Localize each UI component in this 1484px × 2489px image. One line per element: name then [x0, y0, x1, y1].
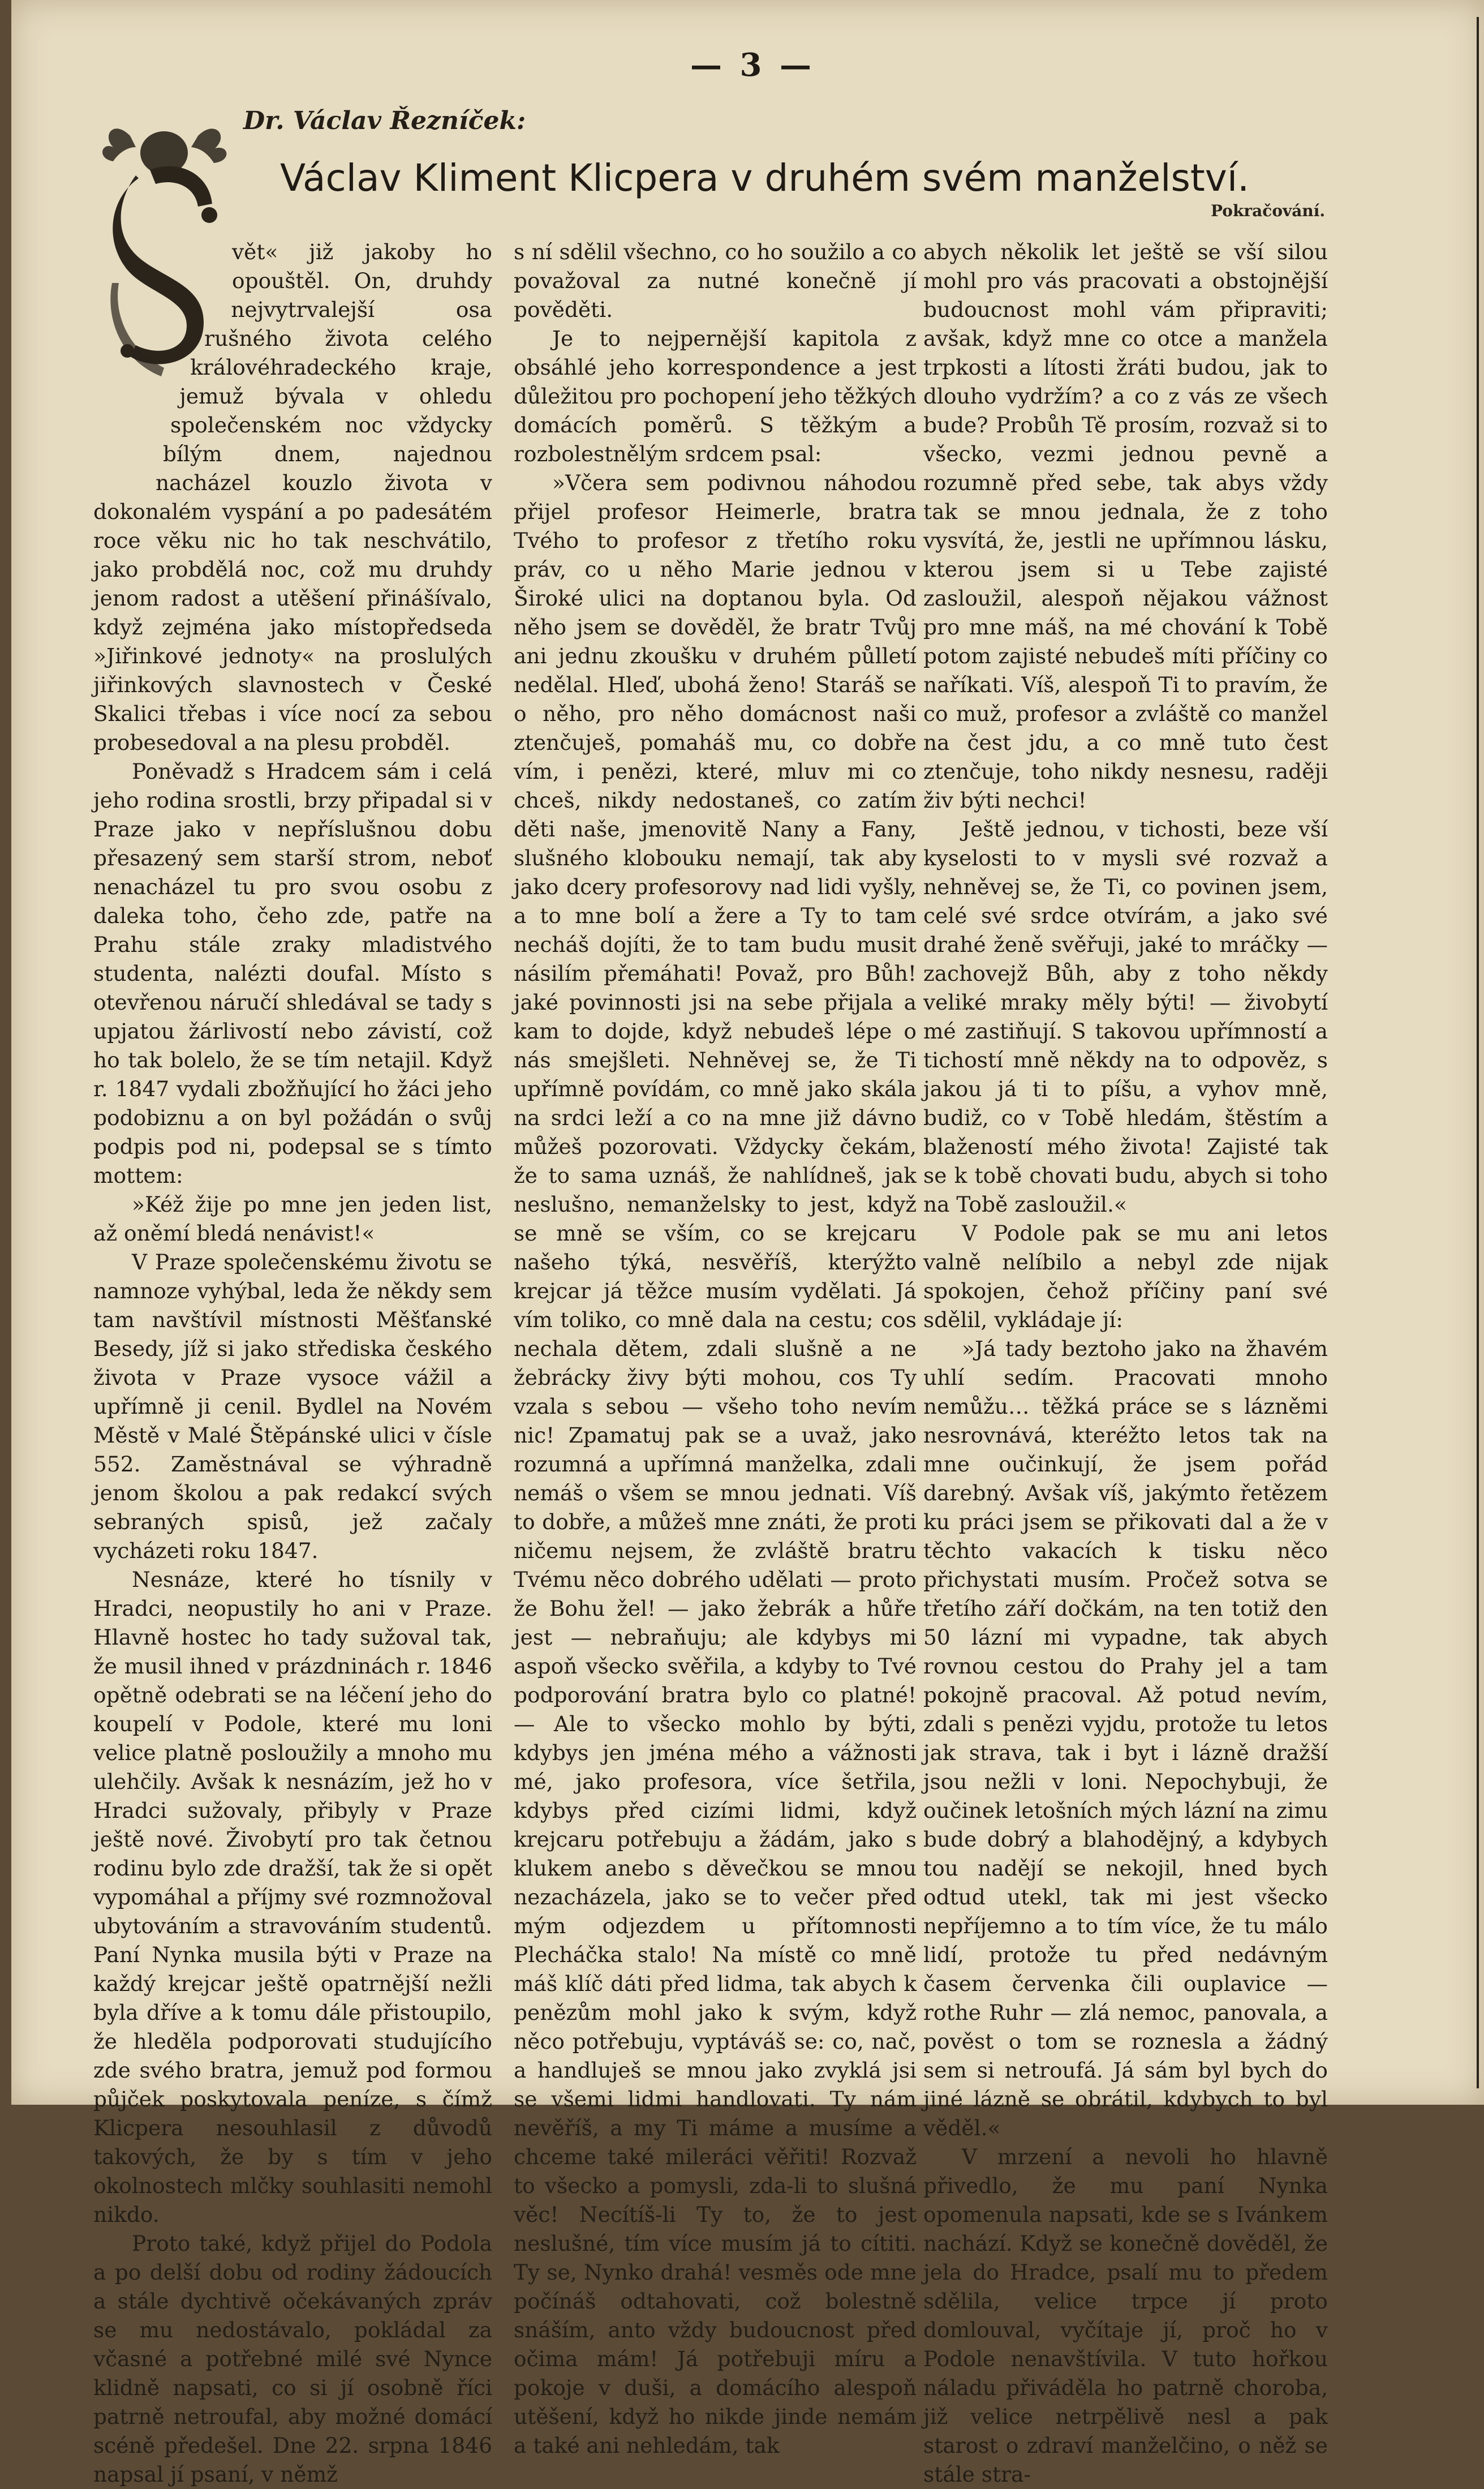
paragraph: Je to nejpernější kapitola z obsáhlé jeho korrespondence a jest důležitou pro pochopení jeho těžkých domácích poměrů. S těžkým a rozbolestnělým srdcem psal:: [514, 326, 917, 466]
letter-quote: »Já tady beztoho jako na žhavém uhlí sedím. Pracovati mnoho nemůžu… těžká práce se s lázněmi nesrovnává, kteréžto letos tak na mne oučinkují, že jsem pořád darebný. Avšak víš, jakýmto řetězem ku práci jsem se přikovati dal a že v těchto vakacích k tisku něco přichystati musím. Pročež sotva se třetího září dočkám, na ten totiž den 50 lázní mi vypadne, tak abych rovnou cestou do Prahy jel a tam pokojně pracoval. Až potud nevím, zdali s penězi vyjdu, protože tu letos jak strava, tak i byt i lázně dražší jsou nežli v loni. Nepochybuji, že oučinek letošních mých lázní na zimu bude dobrý a blahodějný, a kdybych tou nadějí se nekojil, hned bych odtud utekl, tak mi jest všecko nepříjemno a to tím více, že tu málo lidí, protože tu před nedávným časem červenka čili ouplavice — rothe Ruhr — zlá nemoc, panovala, a pověst o tom se roznesla a žádný sem si netroufá. Já sám byl bych do jiné lázně se obrátil, kdybych to byl věděl.«: [923, 1336, 1328, 2140]
paragraph: Nesnáze, které ho tísnily v Hradci, neopustily ho ani v Praze. Hlavně hostec ho tady sužoval tak, že musil ihned v prázdninách r. 1846 opětně odebrati se na léčení jeho do koupelí v Podole, které mu loni velice platně posloužily a mnoho mu ulehčily. Avšak k nesnázím, jež ho v Hradci sužovaly, přibyly v Praze ještě nové. Živobytí pro tak četnou rodinu bylo zde dražší, tak že si opět vypomáhal a příjmy své rozmnožoval ubytováním a stravováním studentů. Paní Nynka musila býti v Praze na každý krejcar ještě opatrnější nežli byla dříve a k tomu dále přistoupilo, že hleděla podporovati studujícího zde svého bratra, jemuž pod formou půjček poskytovala peníze, s čímž Klicpera nesouhlasil z důvodů takových, že by s tím v jeho okolnostech mlčky souhlasiti nemohl nikdo.: [93, 1567, 492, 2227]
paragraph: abych několik let ještě se vší silou mohl pro vás pracovati a obstojnější budoucnost mohl vám připraviti; avšak, když mne co otce a manžela trpkosti a lítosti žráti budou, jak to dlouho vydržím? a co z vás ze všech bude? Probůh Tě prosím, rozvaž si to všecko, vezmi jednou pevně a rozumně před sebe, tak abys vždy tak se mnou jednala, že z toho vysvítá, že, jestli ne upřímnou lásku, kterou jsem si u Tebe zajisté zasloužil, alespoň nějakou vážnost pro mne máš, na mé chování k Tobě potom zajisté nebudeš míti příčiny co naříkati. Víš, alespoň Ti to pravím, že co muž, profesor a zvláště co manžel na čest jdu, a co mně tuto čest ztenčuje, toho nikdy nesnesu, raději živ býti nechci!: [923, 239, 1328, 813]
page-number: — 3 —: [690, 46, 815, 84]
newspaper-page: [11, 0, 1484, 2487]
motto-quote: »Kéž žije po mne jen jeden list, až oněmí bledá nenávist!«: [93, 1192, 492, 1246]
paragraph: vět« již jakoby ho opouštěl. On, druhdy nejvytrvalejší osa rušného života celého královéhradeckého kraje, jemuž bývala v ohledu společenském noc vždycky bílým dnem, najednou nacházel kouzlo života v dokonalém vyspání a po padesátém roce věku nic ho tak neschvátilo, jako probdělá noc, což mu druhdy jenom radost a utěšení přinášívalo, když zejména jako místopředseda »Jiřinkové jednoty« na proslulých jiřinkových slavnostech v České Skalici třebas i více nocí za sebou probesedoval a na plesu probděl.: [93, 239, 492, 755]
paragraph: V mrzení a nevoli ho hlavně přivedlo, že mu paní Nynka opomenula napsati, kde se s Ivánkem nachází. Když se konečně dověděl, že jela do Hradce, psalí mu to předem sdělila, velice trpce jí proto domlouval, vyčítaje jí, proč ho v Podole nenavštívila. V tuto hořkou náladu přiváděla ho patrně choroba, již velice netrpělivě nesl a pak starost o zdraví manželčino, o něž se stále stra-: [923, 2144, 1328, 2487]
page-border-rule: [1477, 17, 1479, 2088]
paragraph: s ní sdělil všechno, co ho soužilo a co považoval za nutné konečně jí pověděti.: [514, 239, 917, 322]
article-author: Dr. Václav Řezníček:: [243, 106, 526, 135]
paragraph: V Praze společenskému životu se namnoze vyhýbal, leda že někdy sem tam navštívil místnosti Měšťanské Besedy, jíž si jako střediska českého života v Praze vysoce vážil a upřímně ji cenil. Bydlel na Novém Městě v Malé Štěpánské ulici v čísle 552. Zaměstnával se výhradně jenom školou a pak redakcí svých sebraných spisů, jež začaly vycházeti roku 1847.: [93, 1250, 492, 1563]
paragraph: Poněvadž s Hradcem sám i celá jeho rodina srostli, brzy připadal si v Praze jako v nepříslušnou dobu přesazený sem starší strom, neboť nenacházel tu pro svou osobu z daleka toho, čeho zde, patře na Prahu stále zraky mladistvého studenta, nalézti doufal. Místo s otevřenou náručí shledával se tady s upjatou žárlivostí nebo závistí, což ho tak bolelo, že se tím netajil. Když r. 1847 vydali zbožňující ho žáci jeho podobiznu a on byl požádán o svůj podpis pod ni, podepsal se s tímto mottem:: [93, 759, 492, 1188]
article-title: Václav Kliment Klicpera v druhém svém manželství.: [280, 156, 1250, 200]
paragraph: V Podole pak se mu ani letos valně nelíbilo a nebyl zde nijak spokojen, čehož příčiny paní své sdělil, vykládaje jí:: [923, 1221, 1328, 1332]
letter-quote: »Včera sem podivnou náhodou přijel profesor Heimerle, bratra Tvého to profesor z třetího roku práv, co u něho Marie jednou v Široké ulici na doptanou byla. Od něho jsem se dověděl, že bratr Tvůj ani jednu zkoušku v druhém půlletí nedělal. Hleď, ubohá ženo! Staráš se o něho, pro něho domácnost naši ztenčuješ, pomaháš mu, co dobře vím, i penězi, které, mluv mi co chceš, nikdy nedostaneš, co zatím děti naše, jmenovitě Nany a Fany, slušného klobouku nemají, tak aby jako dcery profesorovy nad lidi vyšly, a to mne bolí a žere a Ty to tam necháš dojíti, že to tam budu musit násilím přemáhati! Považ, pro Bůh! jaké povinnosti jsi na sebe přijala a kam to dojde, když nebudeš lépe o nás smejšleti. Nehněvej se, že Ti upřímně povídám, co mně jako skála na srdci leží a co na mne již dávno můžeš pozorovati. Vždycky čekám, že to sama uznáš, že nahlídneš, jak neslušno, nemanželsky to jest, když se mně se vším, co se krejcaru našeho týká, nesvěříš, kterýžto krejcar já těžce musím vydělati. Já vím toliko, co mně dala na cestu; cos nechala dětem, zdali slušně a ne žebrácky živy býti mohou, cos Ty vzala s sebou — všeho toho nevím nic! Zpamatuj pak se a uvaž, jako rozumná a upřímná manželka, zdali nemáš o všem se mnou jednati. Víš to dobře, a můžeš mne znáti, že proti ničemu nejsem, že zvláště bratru Tvému něco dobrého udělati — proto že Bohu žel! — jako žebrák a hůře jest — nebraňuju; ale kdybys mi aspoň všecko svěřila, a kdyby to Tvé podporování bratra bylo co platné! — Ale to všecko mohlo by býti, kdybys jen jména mého a vážnosti mé, jako profesora, více šetřila, kdybys před cizími lidmi, když krejcaru potřebuju a žádám, jako s klukem anebo s děvečkou se mnou nezacházela, jako se to večer před mým odjezdem u přítomnosti Plecháčka stalo! Na místě co mně máš klíč dáti před lidma, tak abych k penězům mohl jako k svým, když něco potřebuju, vyptáváš se: co, nač, a handluješ se mnou jako zvyklá jsi se všemi lidmi handlovati. Ty nám nevěříš, a my Ti máme a musíme a chceme také mileráci věřiti! Rozvaž to všecko a pomysli, zda-li to slušná věc! Necítíš-li Ty to, že to jest neslušné, tím více musím já to cítiti. Ty se, Nynko drahá! vesměs ode mne počínáš odtahovati, což bolestně snáším, anto vždy budoucnost před očima mám! Já potřebuji míru a pokoje v duši, a domácího alespoň utěšení, když ho nikde jinde nemám a také ani nehledám, tak: [514, 470, 917, 2458]
text-column-3: [923, 238, 1328, 2489]
text-column-2: [514, 238, 917, 2460]
paragraph: Ještě jednou, v tichosti, beze vší kyselosti to v mysli své rozvaž a nehněvej se, že Ti, co povinen jsem, celé své srdce otvírám, a jako své drahé ženě svěřuji, jaké to mráčky — zachovejž Bůh, aby z toho někdy veliké mraky měly býti! — živobytí mé zastiňují. S takovou upřímností a tichostí mně někdy na to odpověz, s jakou já ti to píšu, a vyhov mně, budiž, co v Tobě hledám, štěstím a blažeností mého života! Zajisté tak se k tobě chovati budu, abych si toho na Tobě zasloužil.«: [923, 817, 1328, 1217]
text-column-1: [93, 238, 492, 2489]
paragraph: Proto také, když přijel do Podola a po delší dobu od rodiny žádoucích a stále dychtivě očekávaných zpráv se mu nedostávalo, pokládal za včasné a potřebné milé své Nynce klidně napsati, co si jí osobně říci patrně netroufal, aby možné domácí scéně předešel. Dne 22. srpna 1846 napsal jí psaní, v němž: [93, 2231, 492, 2487]
continued-label: Pokračování.: [1211, 201, 1326, 220]
